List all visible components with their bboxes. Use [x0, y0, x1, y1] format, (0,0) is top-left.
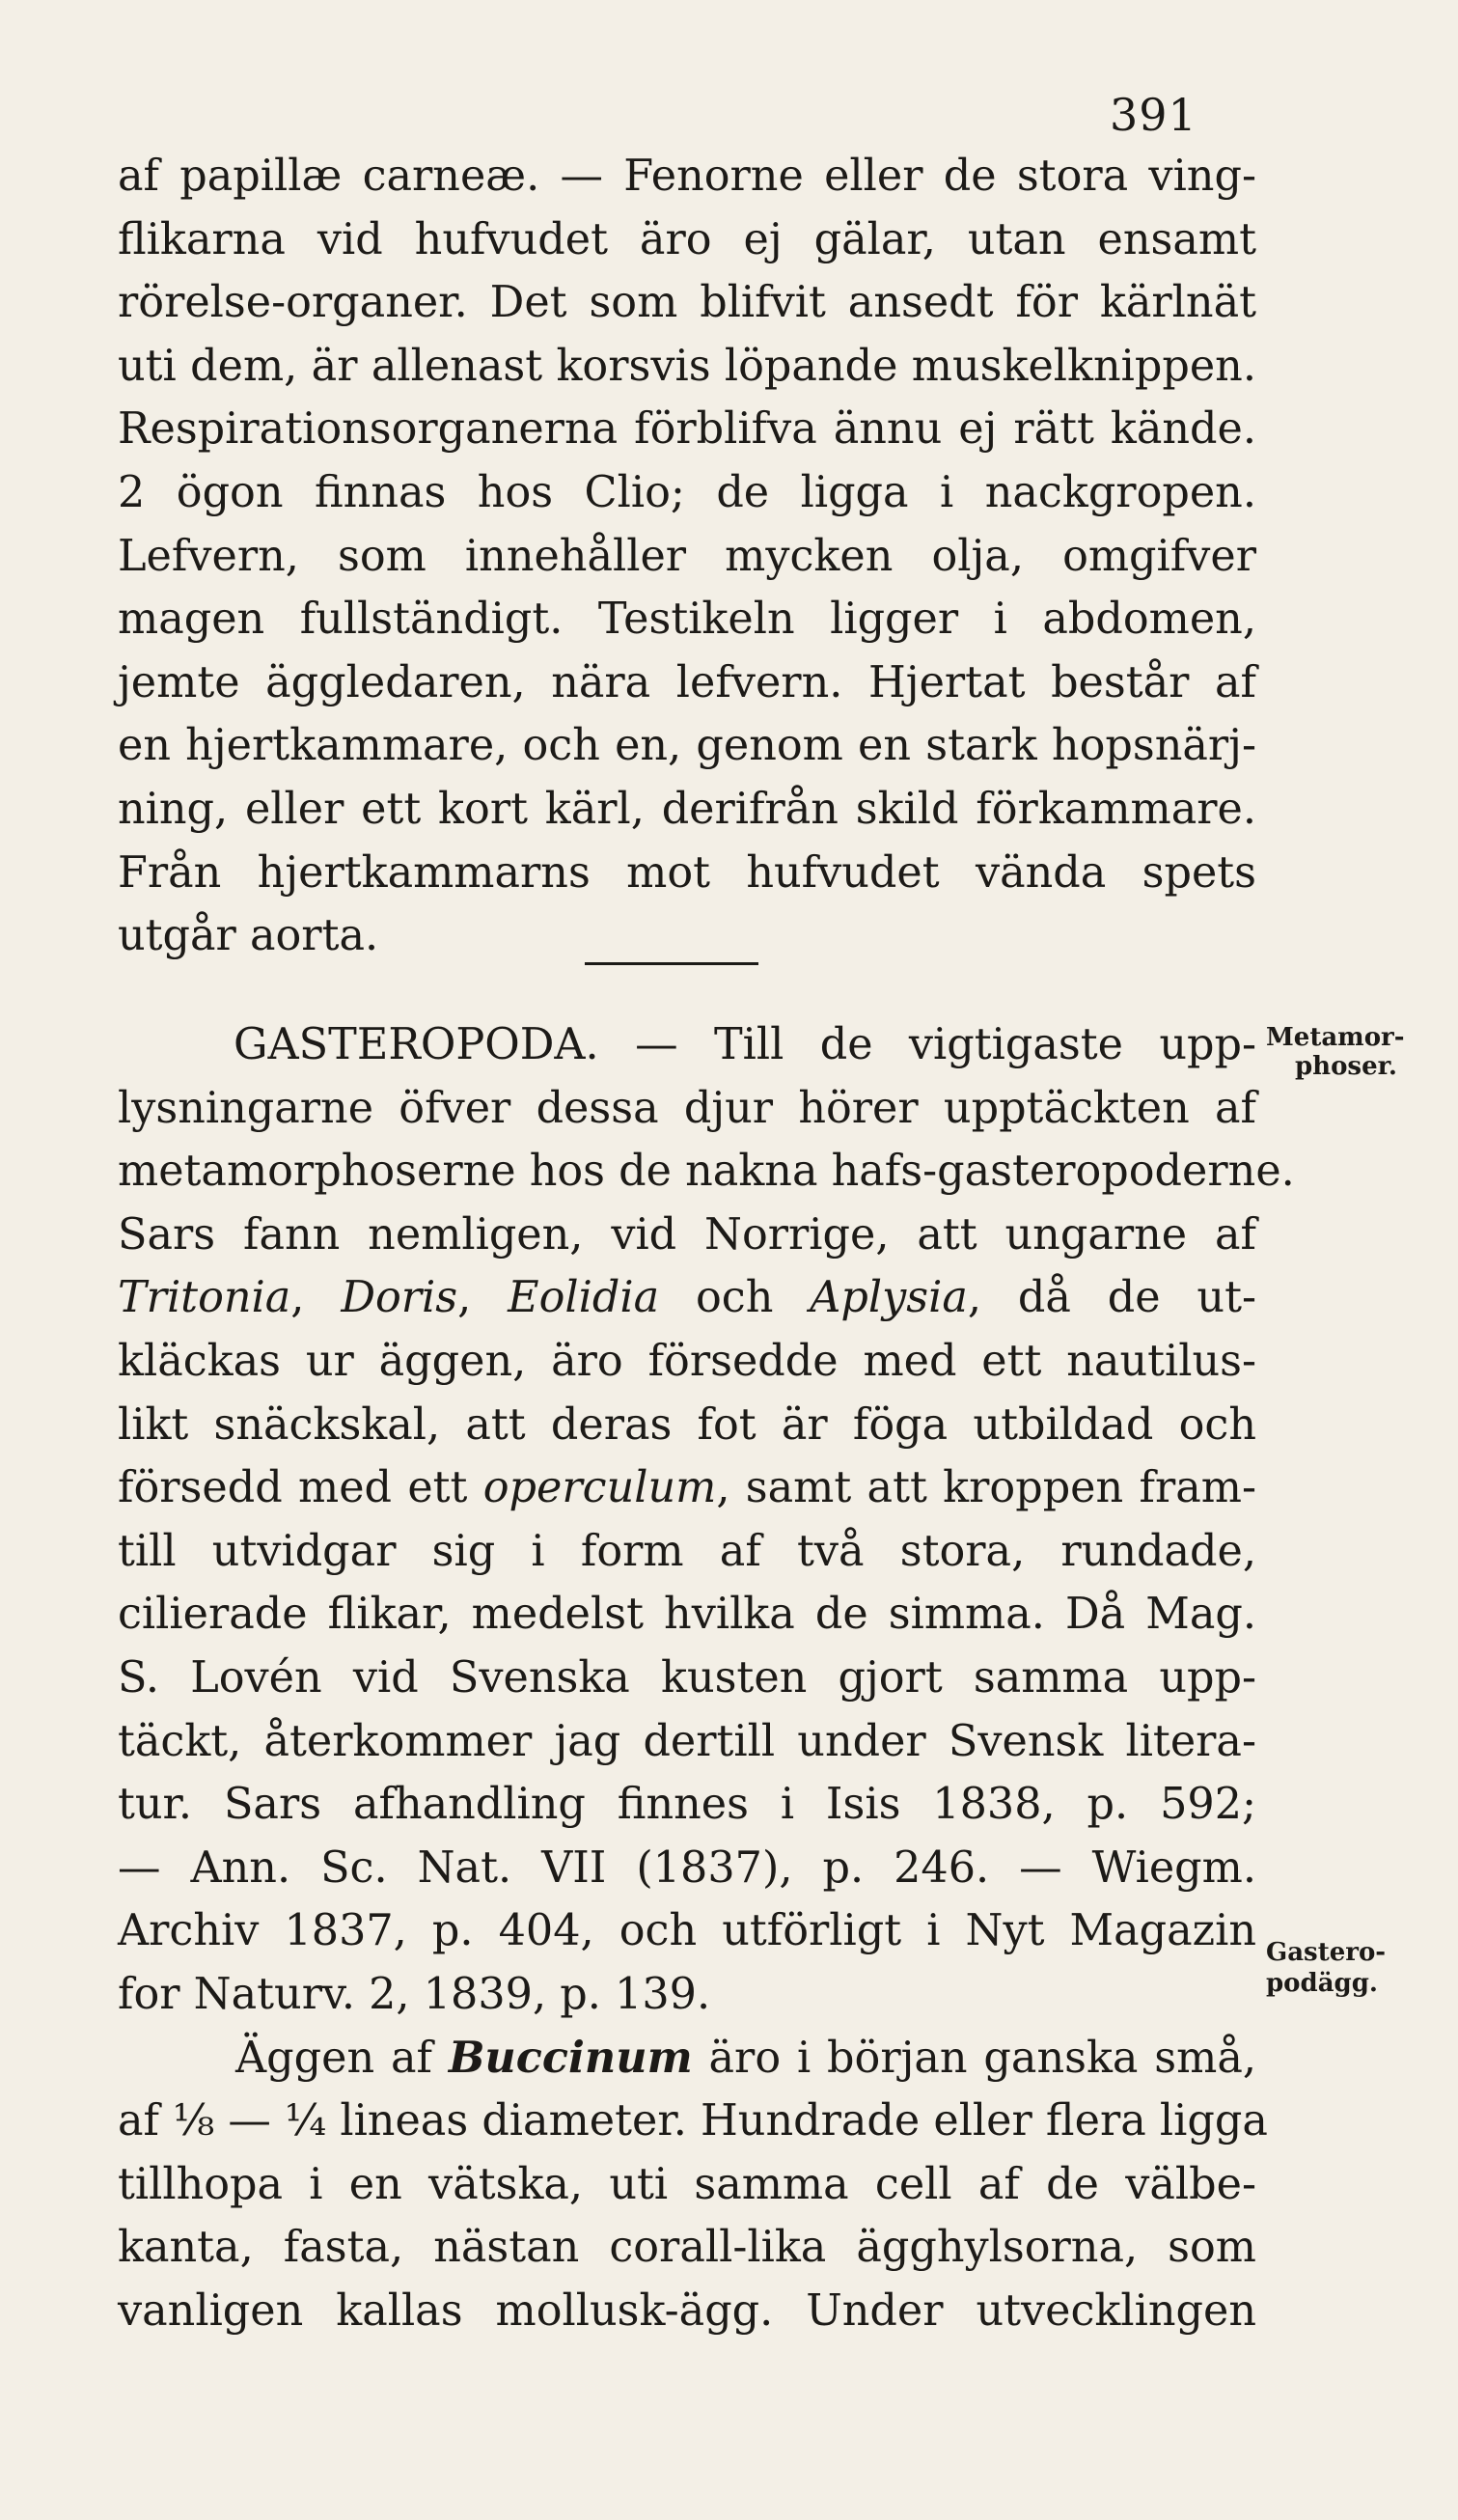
text-line: metamorphoserne hos de nakna hafs-gasteropoderne.: [118, 1147, 1295, 1197]
genus-buccinum: Buccinum: [448, 2032, 693, 2083]
text-line: Sars fann nemligen, vid Norrige, att ungarne af: [118, 1209, 1256, 1260]
text-line: tur. Sars afhandling finnes i Isis 1838, p. 592;: [118, 1780, 1256, 1830]
page-number: 391: [1110, 89, 1197, 141]
operculum-line: [118, 1456, 1256, 1520]
text-line: jemte äggledaren, nära lefvern. Hjertat består af: [118, 657, 1256, 707]
line-head: försedd med ett: [118, 1463, 483, 1513]
text-line: rörelse-organer. Det som blifvit ansedt för kärlnät: [118, 278, 1256, 328]
text-line: ning, eller ett kort kärl, derifrån skild förkammare.: [118, 784, 1256, 834]
section-heading-line: GASTEROPODA. — Till de vigtigaste upp-: [234, 1020, 1256, 1069]
genera-line: [118, 1266, 1256, 1330]
text-line: 2 ögon finnas hos Clio; de ligga i nackgropen.: [118, 467, 1256, 517]
text-line: utgår aorta.: [118, 911, 379, 961]
text-line: Respirationsorganerna förblifva ännu ej rätt kände.: [118, 404, 1256, 455]
separator: ,: [457, 1273, 509, 1323]
buccinum-line: [118, 2027, 1256, 2091]
text-line: Från hjertkammarns mot hufvudet vända spets: [118, 847, 1256, 898]
line-tail: äro i början ganska små,: [692, 2033, 1256, 2083]
margin-note-metamorphoser-2: phoser.: [1295, 1052, 1397, 1081]
margin-note-gasteropodagg-2: podägg.: [1266, 1969, 1378, 1998]
genus-name: Aplysia: [810, 1273, 968, 1323]
term-operculum: operculum: [482, 1463, 717, 1513]
text-line: täckt, återkommer jag dertill under Svensk litera-: [118, 1716, 1256, 1766]
text-line: magen fullständigt. Testikeln ligger i abdomen,: [118, 595, 1256, 645]
text-line: — Ann. Sc. Nat. VII (1837), p. 246. — Wiegm.: [118, 1842, 1256, 1893]
line-tail: , samt att kroppen fram-: [716, 1463, 1256, 1513]
text-line: af ⅛ — ¼ lineas diameter. Hundrade eller flera ligga: [118, 2096, 1268, 2146]
text-line: Archiv 1837, p. 404, och utförligt i Nyt Magazin: [118, 1906, 1256, 1956]
genus-name: Tritonia: [118, 1273, 291, 1323]
section-divider: [585, 962, 758, 965]
text-line: lysningarne öfver dessa djur hörer upptäckten af: [118, 1083, 1256, 1133]
paragraph-gasteropoda: [118, 1013, 1295, 2342]
text-line: kanta, fasta, nästan corall-lika ägghylsorna, som: [118, 2223, 1256, 2273]
text-line: af papillæ carneæ. — Fenorne eller de stora ving-: [118, 152, 1256, 201]
text-line: for Naturv. 2, 1839, p. 139.: [118, 1969, 711, 2019]
text-line: vanligen kallas mollusk-ägg. Under utvecklingen: [118, 2285, 1256, 2336]
text-line: cilierade flikar, medelst hvilka de simma. Då Mag.: [118, 1590, 1256, 1640]
paragraph-anatomy: [118, 145, 1256, 968]
genus-name: Doris: [341, 1273, 458, 1323]
text-line: en hjertkammare, och en, genom en stark hopsnärj-: [118, 721, 1256, 771]
text-line: tillhopa i en vätska, uti samma cell af de välbe-: [118, 2159, 1256, 2209]
text-line: kläckas ur äggen, äro försedde med ett nautilus-: [118, 1336, 1256, 1386]
conjunction: och: [659, 1273, 811, 1323]
separator: ,: [290, 1273, 342, 1323]
text-line: till utvidgar sig i form af två stora, rundade,: [118, 1526, 1256, 1576]
text-line: flikarna vid hufvudet äro ej gälar, utan ensamt: [118, 214, 1256, 264]
genus-name: Eolidia: [508, 1273, 660, 1323]
text-line: Lefvern, som innehåller mycken olja, omgifver: [118, 531, 1256, 581]
margin-note-metamorphoser-1: Metamor-: [1266, 1023, 1405, 1052]
text-line: likt snäckskal, att deras fot är föga utbildad och: [118, 1399, 1256, 1450]
margin-note-gasteropodagg-1: Gastero-: [1266, 1938, 1387, 1967]
line-tail: , då de ut-: [967, 1273, 1257, 1323]
text-line: uti dem, är allenast korsvis löpande muskelknippen.: [118, 341, 1256, 391]
text-line: S. Lovén vid Svenska kusten gjort samma upp-: [118, 1652, 1256, 1703]
line-head: Äggen af: [235, 2033, 449, 2083]
